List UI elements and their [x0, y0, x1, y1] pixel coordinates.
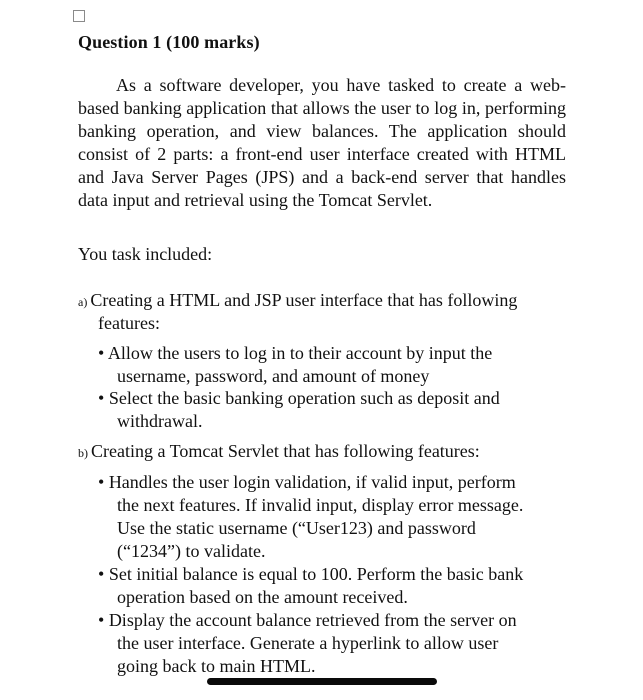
bullet-icon: •: [98, 564, 105, 584]
part-b-bullet-1-line-2: the next features. If invalid input, display error message.: [117, 495, 524, 515]
part-b-line-1: [78, 440, 480, 465]
bullet-text: Handles the user login validation, if valid input, perform: [108, 472, 516, 492]
part-b-bullet-3-line-3: going back to main HTML.: [117, 656, 316, 676]
home-indicator: [207, 678, 437, 685]
bullet-icon: •: [98, 388, 105, 408]
bullet-text: Select the basic banking operation such as deposit and: [108, 388, 500, 408]
bullet-icon: •: [98, 610, 105, 630]
part-a-bullet-2-line-2: withdrawal.: [117, 411, 203, 431]
bullet-text: Display the account balance retrieved from the server on: [108, 610, 517, 630]
part-a-marker: a): [78, 295, 88, 309]
bullet-icon: •: [98, 343, 105, 363]
part-a-bullet-2-line-1: [98, 387, 500, 410]
part-a-text-1: Creating a HTML and JSP user interface that has following: [90, 290, 518, 310]
task-heading: You task included:: [78, 244, 213, 264]
part-b-text-1: Creating a Tomcat Servlet that has following features:: [91, 441, 480, 461]
bullet-text: Set initial balance is equal to 100. Perform the basic bank: [108, 564, 524, 584]
part-b-bullet-3-line-2: the user interface. Generate a hyperlink to allow user: [117, 633, 499, 653]
part-b-bullet-1-line-3: Use the static username (“User123) and password: [117, 518, 476, 538]
part-a-bullet-1-line-2: username, password, and amount of money: [117, 366, 430, 386]
part-b-bullet-1-line-4: (“1234”) to validate.: [117, 541, 266, 561]
part-b-bullet-1-line-1: [98, 471, 516, 494]
part-b-marker: b): [78, 446, 88, 460]
checkbox[interactable]: [73, 10, 85, 22]
part-b-bullet-3-line-1: [98, 609, 517, 632]
bullet-icon: •: [98, 472, 105, 492]
part-a-line-2: features:: [98, 313, 160, 333]
intro-paragraph: As a software developer, you have tasked to create a web-based banking application that allows the user to log in, performing banking operation, and view balances. The application should consist of 2 parts: a front-end user interface created with HTML and Java Server Pages (JPS) and a back-end server that handles data input and retrieval using the Tomcat Servlet.: [78, 75, 566, 210]
part-a-line-1: [78, 289, 517, 314]
part-b-bullet-2-line-1: [98, 563, 523, 586]
bullet-text: Allow the users to log in to their account by input the: [107, 343, 493, 363]
part-a-bullet-1-line-1: [98, 342, 492, 365]
question-title: Question 1 (100 marks): [78, 32, 260, 52]
part-b-bullet-2-line-2: operation based on the amount received.: [117, 587, 408, 607]
